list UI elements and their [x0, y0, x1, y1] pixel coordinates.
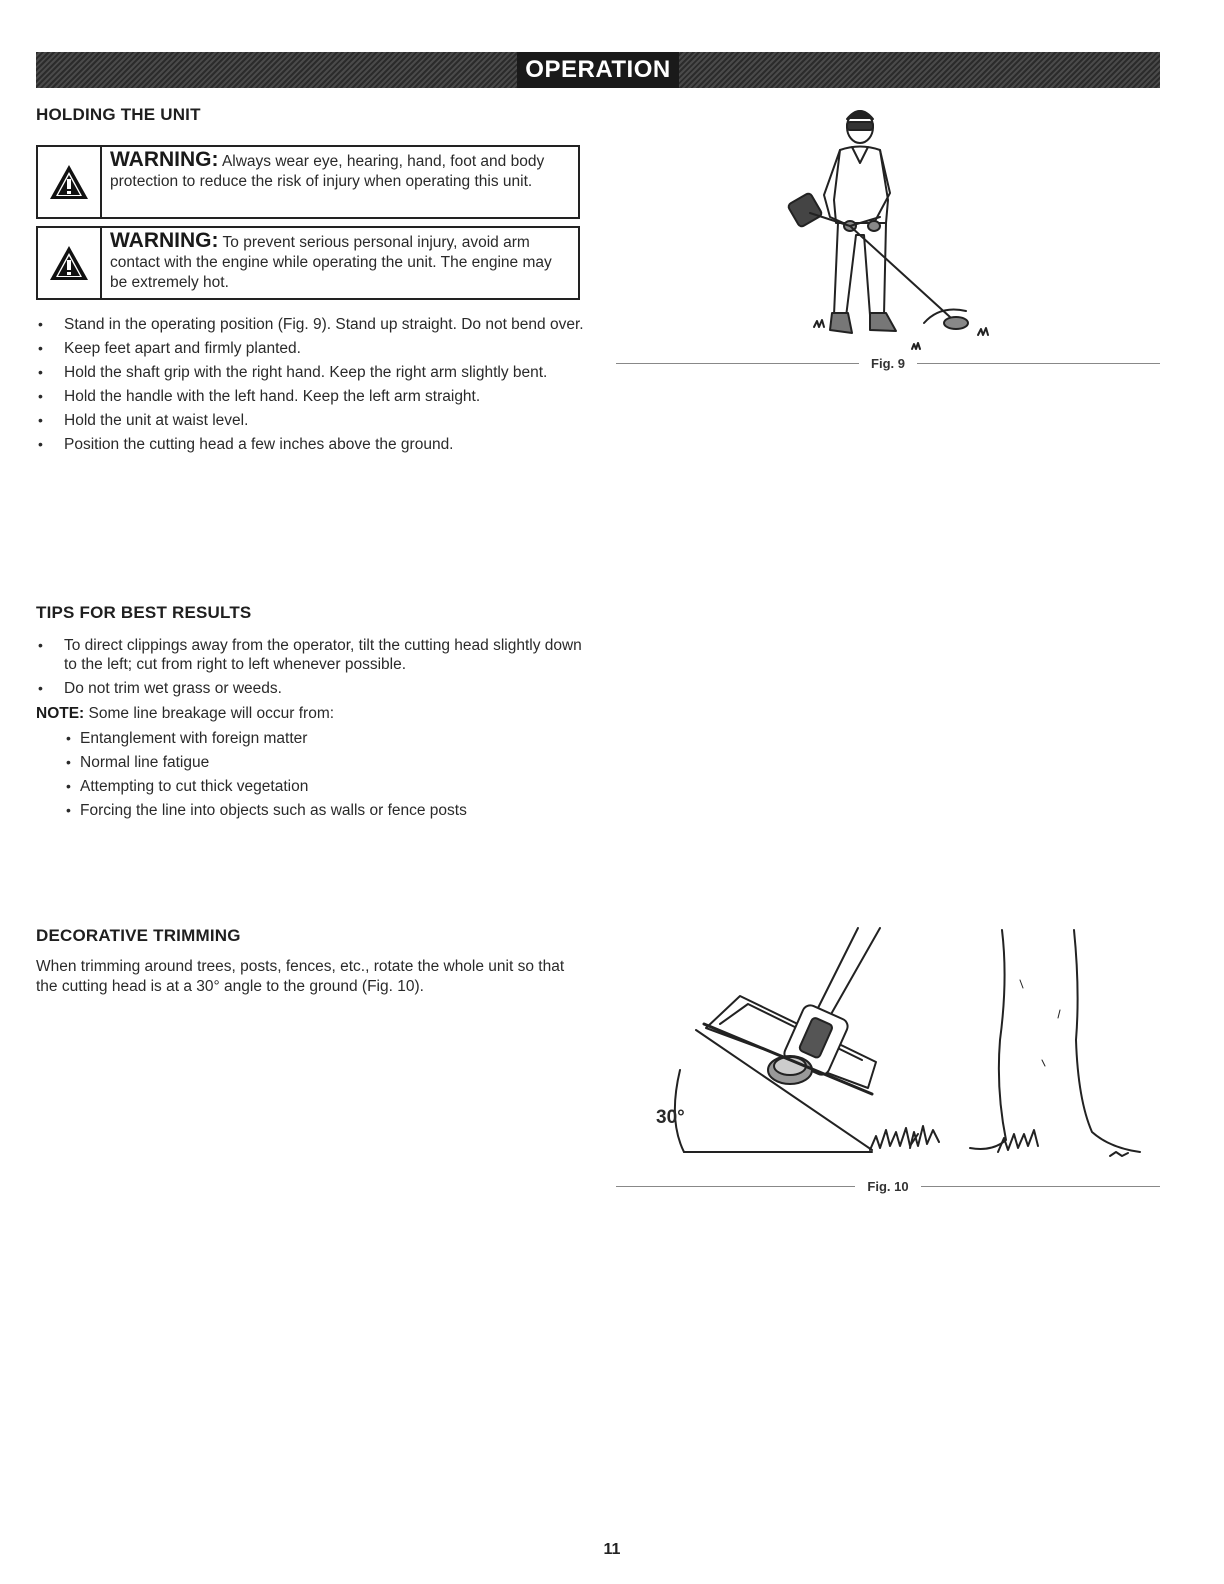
decorative-paragraph: When trimming around trees, posts, fences, etc., rotate the whole unit so that the cutting head is at a 30° angle to the ground (Fig. 10). [36, 958, 565, 995]
section-banner [36, 52, 1160, 88]
heading-holding-the-unit: HOLDING THE UNIT [36, 105, 201, 124]
list-item: • To direct clippings away from the operator, tilt the cutting head slightly down to the left; cut from right to left whenever possible. [38, 637, 582, 673]
caption-rule [917, 363, 1160, 364]
list-item: • Forcing the line into objects such as walls or fence posts [66, 802, 467, 819]
fig10-caption: Fig. 10 [867, 1178, 909, 1194]
warning-word: WARNING: [110, 229, 219, 252]
caption-rule [616, 363, 859, 364]
caption-rule [616, 1186, 855, 1187]
note-label: NOTE: [36, 705, 85, 722]
holding-bullet-list [36, 315, 586, 459]
list-item: • Stand in the operating position (Fig. 9). Stand up straight. Do not bend over. [38, 316, 584, 333]
warning-triangle-icon [48, 244, 90, 282]
note-text: Some line breakage will occur from: [88, 705, 335, 722]
warning-text [102, 228, 578, 298]
list-item: • Hold the handle with the left hand. Keep the left arm straight. [38, 388, 481, 405]
warning-box-engine-hot [36, 226, 580, 300]
section-title: OPERATION [517, 52, 678, 88]
fig10-caption-row [616, 1178, 1160, 1194]
list-item: • Do not trim wet grass or weeds. [38, 680, 282, 697]
fig9-caption-row [616, 355, 1160, 371]
list-item: • Keep feet apart and firmly planted. [38, 340, 301, 357]
angle-label: 30° [656, 1107, 685, 1128]
note-sub-list [64, 729, 584, 825]
fig10-angle-trimming-illustration [640, 920, 1160, 1170]
warning-triangle-icon [48, 163, 90, 201]
warning-icon-cell [38, 147, 102, 217]
list-item: • Hold the unit at waist level. [38, 412, 249, 429]
warning-text [102, 147, 578, 217]
heading-decorative-trimming: DECORATIVE TRIMMING [36, 926, 241, 945]
list-item: • Entanglement with foreign matter [66, 730, 308, 747]
warning-box-protection [36, 145, 580, 219]
list-item: • Hold the shaft grip with the right hand. Keep the right arm slightly bent. [38, 364, 548, 381]
tips-bullet-list [36, 636, 586, 703]
list-item: • Normal line fatigue [66, 754, 210, 771]
warning-icon-cell [38, 228, 102, 298]
heading-tips-for-best-results: TIPS FOR BEST RESULTS [36, 603, 252, 622]
fig9-operator-illustration [800, 105, 1000, 355]
list-item: • Position the cutting head a few inches above the ground. [38, 436, 454, 453]
page-number: 11 [603, 1541, 621, 1558]
caption-rule [921, 1186, 1160, 1187]
list-item: • Attempting to cut thick vegetation [66, 778, 309, 795]
warning-message: Always wear eye, hearing, hand, foot and body protection to reduce the risk of injury when operating this unit. [110, 153, 545, 190]
note-paragraph [36, 704, 586, 724]
warning-message: To prevent serious personal injury, avoid arm contact with the engine while operating the unit. The engine may be extremely hot. [110, 234, 552, 291]
warning-word: WARNING: [110, 148, 219, 171]
fig9-caption: Fig. 9 [871, 355, 905, 371]
